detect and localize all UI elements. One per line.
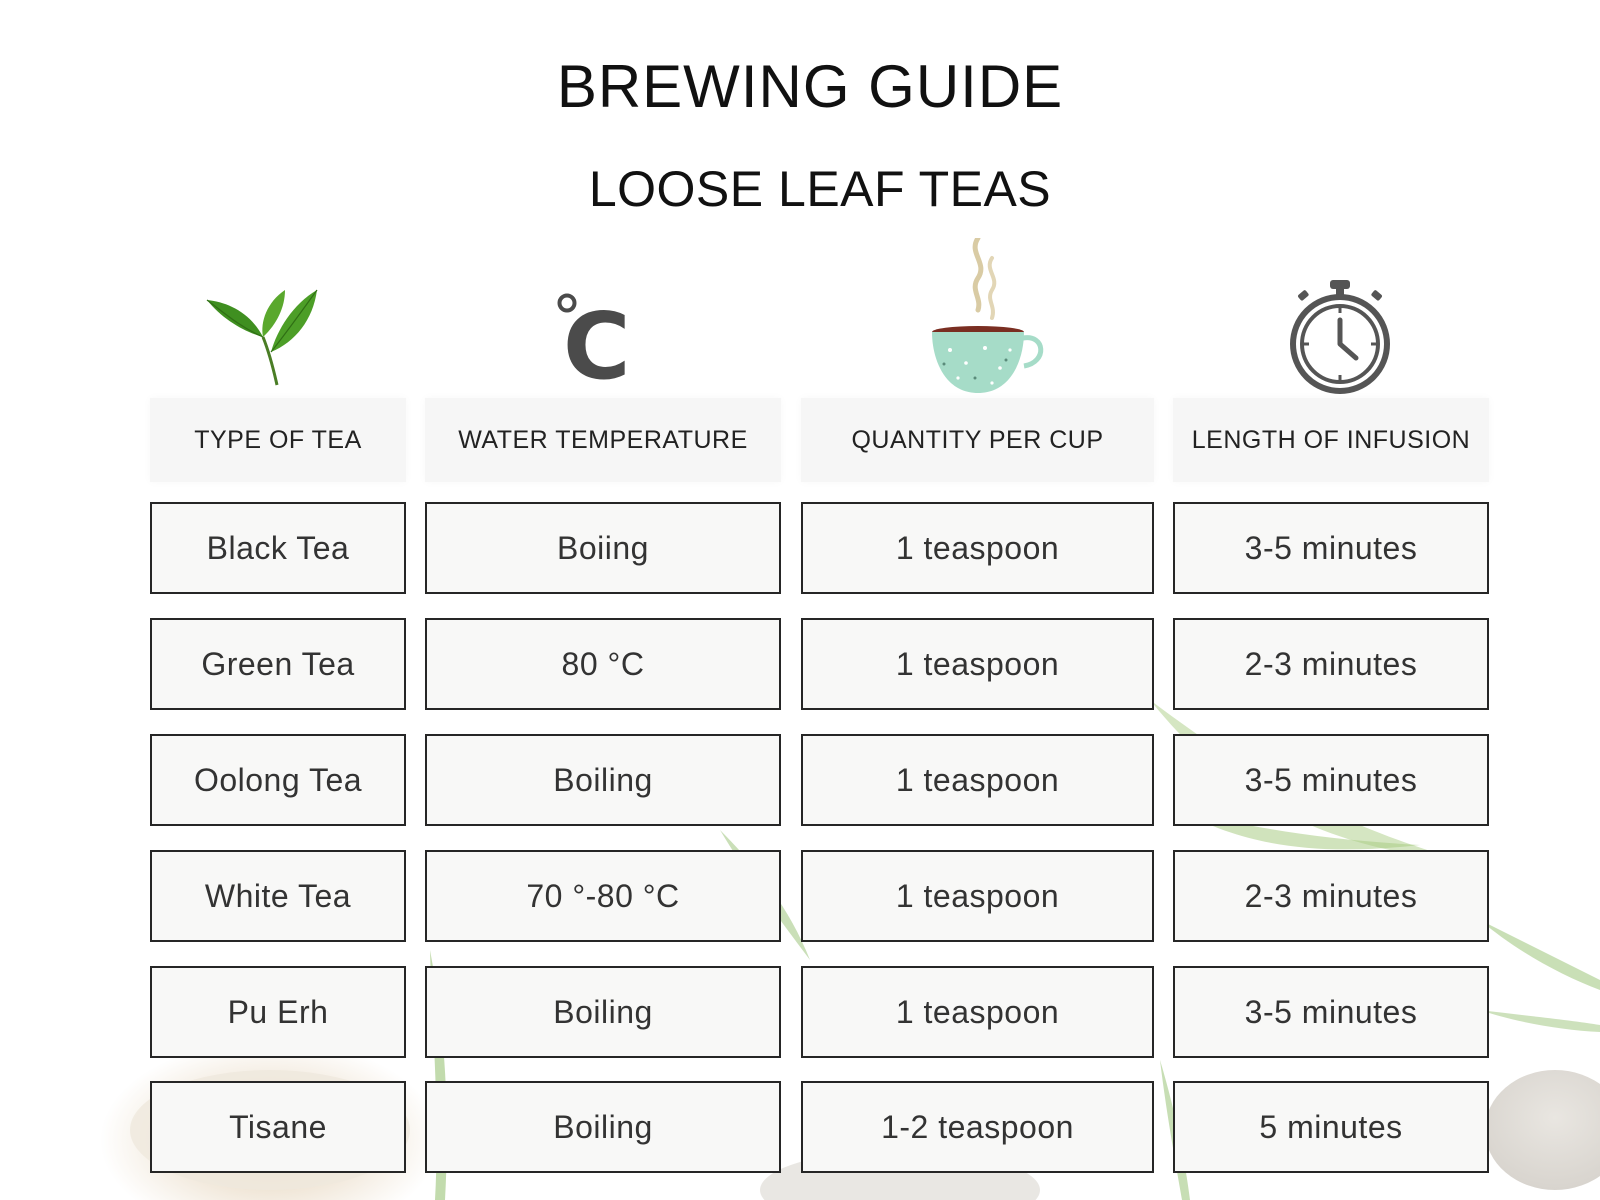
quantity-cell: 1 teaspoon bbox=[801, 502, 1154, 594]
water-temperature-cell: Boiling bbox=[425, 1081, 781, 1173]
header-water-temperature: WATER TEMPERATURE bbox=[425, 398, 781, 482]
quantity-cell: 1-2 teaspoon bbox=[801, 1081, 1154, 1173]
water-temperature-cell: 80 °C bbox=[425, 618, 781, 710]
header-type-of-tea: TYPE OF TEA bbox=[150, 398, 406, 482]
quantity-cell: 1 teaspoon bbox=[801, 850, 1154, 942]
tea-type-cell: White Tea bbox=[150, 850, 406, 942]
stopwatch-icon bbox=[1288, 278, 1392, 396]
tea-type-cell: Oolong Tea bbox=[150, 734, 406, 826]
water-temperature-cell: 70 °-80 °C bbox=[425, 850, 781, 942]
header-quantity-per-cup: QUANTITY PER CUP bbox=[801, 398, 1154, 482]
infusion-length-cell: 2-3 minutes bbox=[1173, 850, 1489, 942]
quantity-cell: 1 teaspoon bbox=[801, 734, 1154, 826]
water-temperature-cell: Boiling bbox=[425, 734, 781, 826]
celsius-letter: C bbox=[563, 293, 631, 385]
water-temperature-cell: Boiing bbox=[425, 502, 781, 594]
quantity-cell: 1 teaspoon bbox=[801, 966, 1154, 1058]
quantity-cell: 1 teaspoon bbox=[801, 618, 1154, 710]
page-subtitle: LOOSE LEAF TEAS bbox=[588, 161, 1052, 217]
infusion-length-cell: 3-5 minutes bbox=[1173, 734, 1489, 826]
infusion-length-cell: 3-5 minutes bbox=[1173, 502, 1489, 594]
water-temperature-cell: Boiling bbox=[425, 966, 781, 1058]
steaming-cup-icon bbox=[930, 238, 1055, 398]
celsius-icon bbox=[555, 290, 635, 385]
infusion-length-cell: 3-5 minutes bbox=[1173, 966, 1489, 1058]
tea-type-cell: Tisane bbox=[150, 1081, 406, 1173]
tea-type-cell: Black Tea bbox=[150, 502, 406, 594]
page-title: BREWING GUIDE bbox=[556, 53, 1064, 120]
header-length-of-infusion: LENGTH OF INFUSION bbox=[1173, 398, 1489, 482]
tea-type-cell: Green Tea bbox=[150, 618, 406, 710]
infusion-length-cell: 5 minutes bbox=[1173, 1081, 1489, 1173]
tea-leaf-icon bbox=[205, 282, 320, 387]
infusion-length-cell: 2-3 minutes bbox=[1173, 618, 1489, 710]
tea-type-cell: Pu Erh bbox=[150, 966, 406, 1058]
